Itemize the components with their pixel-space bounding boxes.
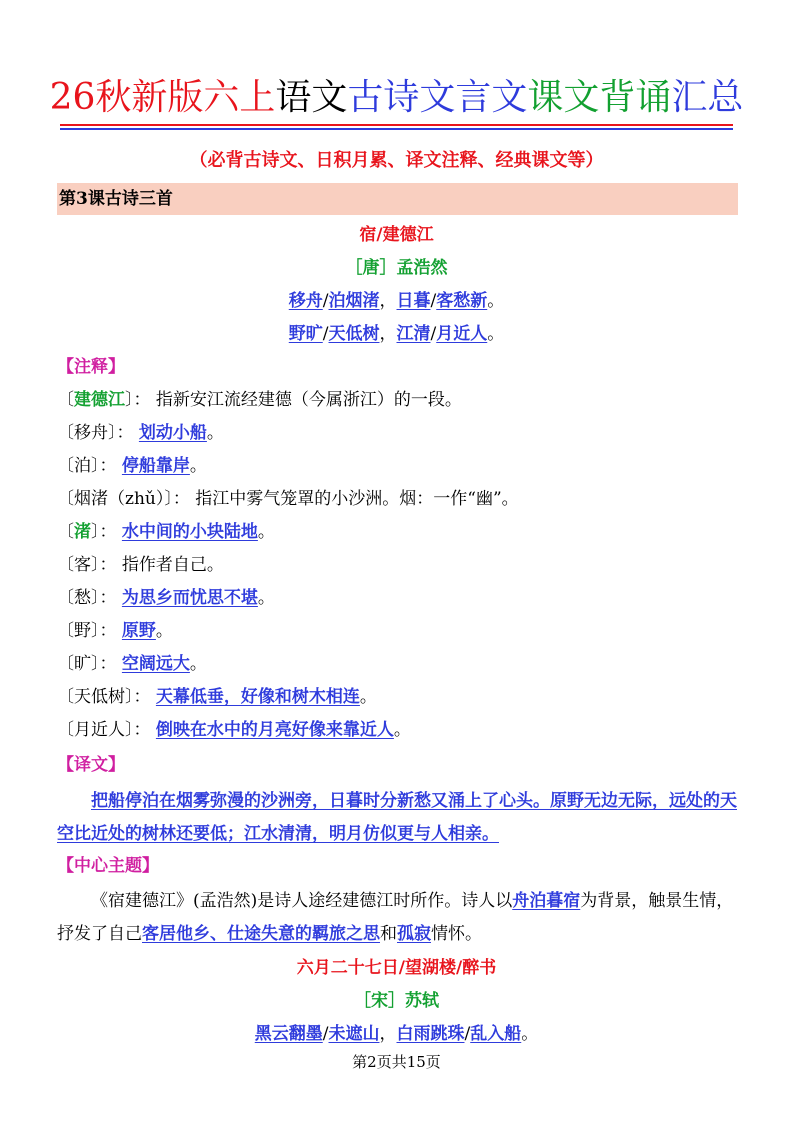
period: 。 [257,522,275,542]
translation-paragraph [57,785,738,851]
period: 。 [359,687,377,707]
period: 。 [155,621,173,641]
period: 。 [257,588,275,608]
verse-phrase: 日暮 [396,291,431,311]
title-part-4: 课文背诵 [527,77,672,118]
bracket: 〕： [125,720,151,740]
title-part-2: 语文 [275,77,348,118]
bracket: 〔 [57,522,74,542]
section-title: 第3课古诗三首 [59,189,173,209]
note-item [57,486,738,512]
title-underline-red [60,124,733,126]
note-text: 倒映在水中的月亮好像来靠近人 [155,720,394,740]
theme-heading: 【中心主题】 [57,856,159,876]
note-item [57,684,738,710]
bracket: 〔 [57,621,74,641]
note-term: 泊 [74,456,91,476]
note-item [57,651,738,677]
bracket: 〕： [91,654,117,674]
bracket: 〕： [91,522,117,542]
note-term: 渚 [74,522,91,542]
bracket: 〔 [57,654,74,674]
theme-text: 为背景，触景生情，抒发了自己 [57,891,734,944]
title-underline-blue [60,128,733,130]
verse-phrase: 泊烟渚 [328,291,380,311]
comma: ， [379,1024,397,1044]
period: 。 [487,324,505,344]
verse-phrase: 天低树 [328,324,380,344]
theme-keyword: 客居他乡、仕途失意的羁旅之思 [142,924,380,944]
slash: / [464,1024,471,1044]
period: 。 [189,456,207,476]
verse-phrase: 客愁新 [436,291,488,311]
bracket: 〔 [57,423,74,443]
note-term: 移舟 [74,423,108,443]
slash: / [322,291,329,311]
bracket: 〕： [91,621,117,641]
note-text: 停船靠岸 [121,456,190,476]
slash: / [430,291,437,311]
period: 。 [521,1024,539,1044]
page-footer: 第2页共15页 [352,1053,441,1071]
notes-heading: 【注释】 [57,357,125,377]
verse-phrase: 月近人 [436,324,488,344]
note-item [57,453,738,479]
translation-text: 把船停泊在烟雾弥漫的沙洲旁，日暮时分新愁又涌上了心头。原野无边无际，远处的天空比近处的树林还要低；江水清清，明月仿似更与人相亲。 [57,791,737,844]
bracket: 〔 [57,720,74,740]
poem-1-line-1 [0,288,793,314]
verse-phrase: 黑云翻墨 [254,1024,323,1044]
note-text: 原野 [121,621,156,641]
note-item [57,552,738,578]
theme-text: 《宿建德江》(孟浩然)是诗人途经建德江时所作。诗人以 [91,891,513,911]
poem-1-title: 宿/建德江 [359,225,434,245]
verse-phrase: 乱入船 [470,1024,522,1044]
note-term: 月近人 [74,720,125,740]
note-text: 为思乡而忧思不堪 [121,588,258,608]
note-term: 旷 [74,654,91,674]
period: 。 [393,720,411,740]
page-subtitle: （必背古诗文、日积月累、译文注释、经典课文等） [189,150,604,171]
bracket: 〕： [164,489,190,509]
note-text: 划动小船 [138,423,207,443]
page-title [0,74,793,122]
bracket: 〔 [57,456,74,476]
note-text: 天幕低垂，好像和树木相连 [155,687,360,707]
note-term: 天低树 [74,687,125,707]
note-text: 指江中雾气笼罩的小沙洲。烟：一作“幽”。 [195,489,519,509]
period: 。 [487,291,505,311]
note-text: 指新安江流经建德（今属浙江）的一段。 [155,390,462,410]
bracket: 〔 [57,588,74,608]
theme-paragraph [57,885,738,951]
theme-text: 和 [380,924,397,944]
note-term: 烟渚（zhǔ） [74,489,165,509]
note-term: 野 [74,621,91,641]
theme-keyword: 舟泊暮宿 [512,891,581,911]
bracket: 〕： [91,555,117,575]
bracket: 〔 [57,390,74,410]
title-part-3: 古诗文言文 [347,77,528,118]
verse-phrase: 白雨跳珠 [396,1024,465,1044]
note-item [57,387,738,413]
verse-phrase: 移舟 [288,291,323,311]
poem-2-author: ［宋］苏轼 [354,991,439,1011]
comma: ， [379,324,397,344]
note-item [57,420,738,446]
note-term: 愁 [74,588,91,608]
slash: / [430,324,437,344]
note-text: 指作者自己。 [121,555,224,575]
bracket: 〕： [91,588,117,608]
section-header [57,183,738,215]
bracket: 〕： [125,390,151,410]
verse-phrase: 江清 [396,324,431,344]
poem-1-line-2 [0,321,793,347]
verse-phrase: 野旷 [288,324,323,344]
note-text: 水中间的小块陆地 [121,522,258,542]
note-text: 空阔远大 [121,654,190,674]
poem-2-line-1 [0,1021,793,1047]
slash: / [322,1024,329,1044]
bracket: 〕： [108,423,134,443]
poem-1-author: ［唐］孟浩然 [345,258,448,278]
theme-text: 情怀。 [431,924,482,944]
slash: / [322,324,329,344]
theme-keyword: 孤寂 [397,924,431,944]
note-term: 客 [74,555,91,575]
poem-2-title: 六月二十七日/望湖楼/醉书 [296,958,497,978]
period: 。 [206,423,224,443]
note-item [57,717,738,743]
title-part-1: 26秋新版六上 [49,77,276,118]
bracket: 〕： [91,456,117,476]
translation-heading: 【译文】 [57,755,125,775]
bracket: 〕： [125,687,151,707]
note-item [57,618,738,644]
comma: ， [379,291,397,311]
bracket: 〔 [57,489,74,509]
title-part-5: 汇总 [671,77,744,118]
bracket: 〔 [57,687,74,707]
verse-phrase: 未遮山 [328,1024,380,1044]
bracket: 〔 [57,555,74,575]
period: 。 [189,654,207,674]
note-item [57,519,738,545]
note-term: 建德江 [74,390,125,410]
note-item [57,585,738,611]
